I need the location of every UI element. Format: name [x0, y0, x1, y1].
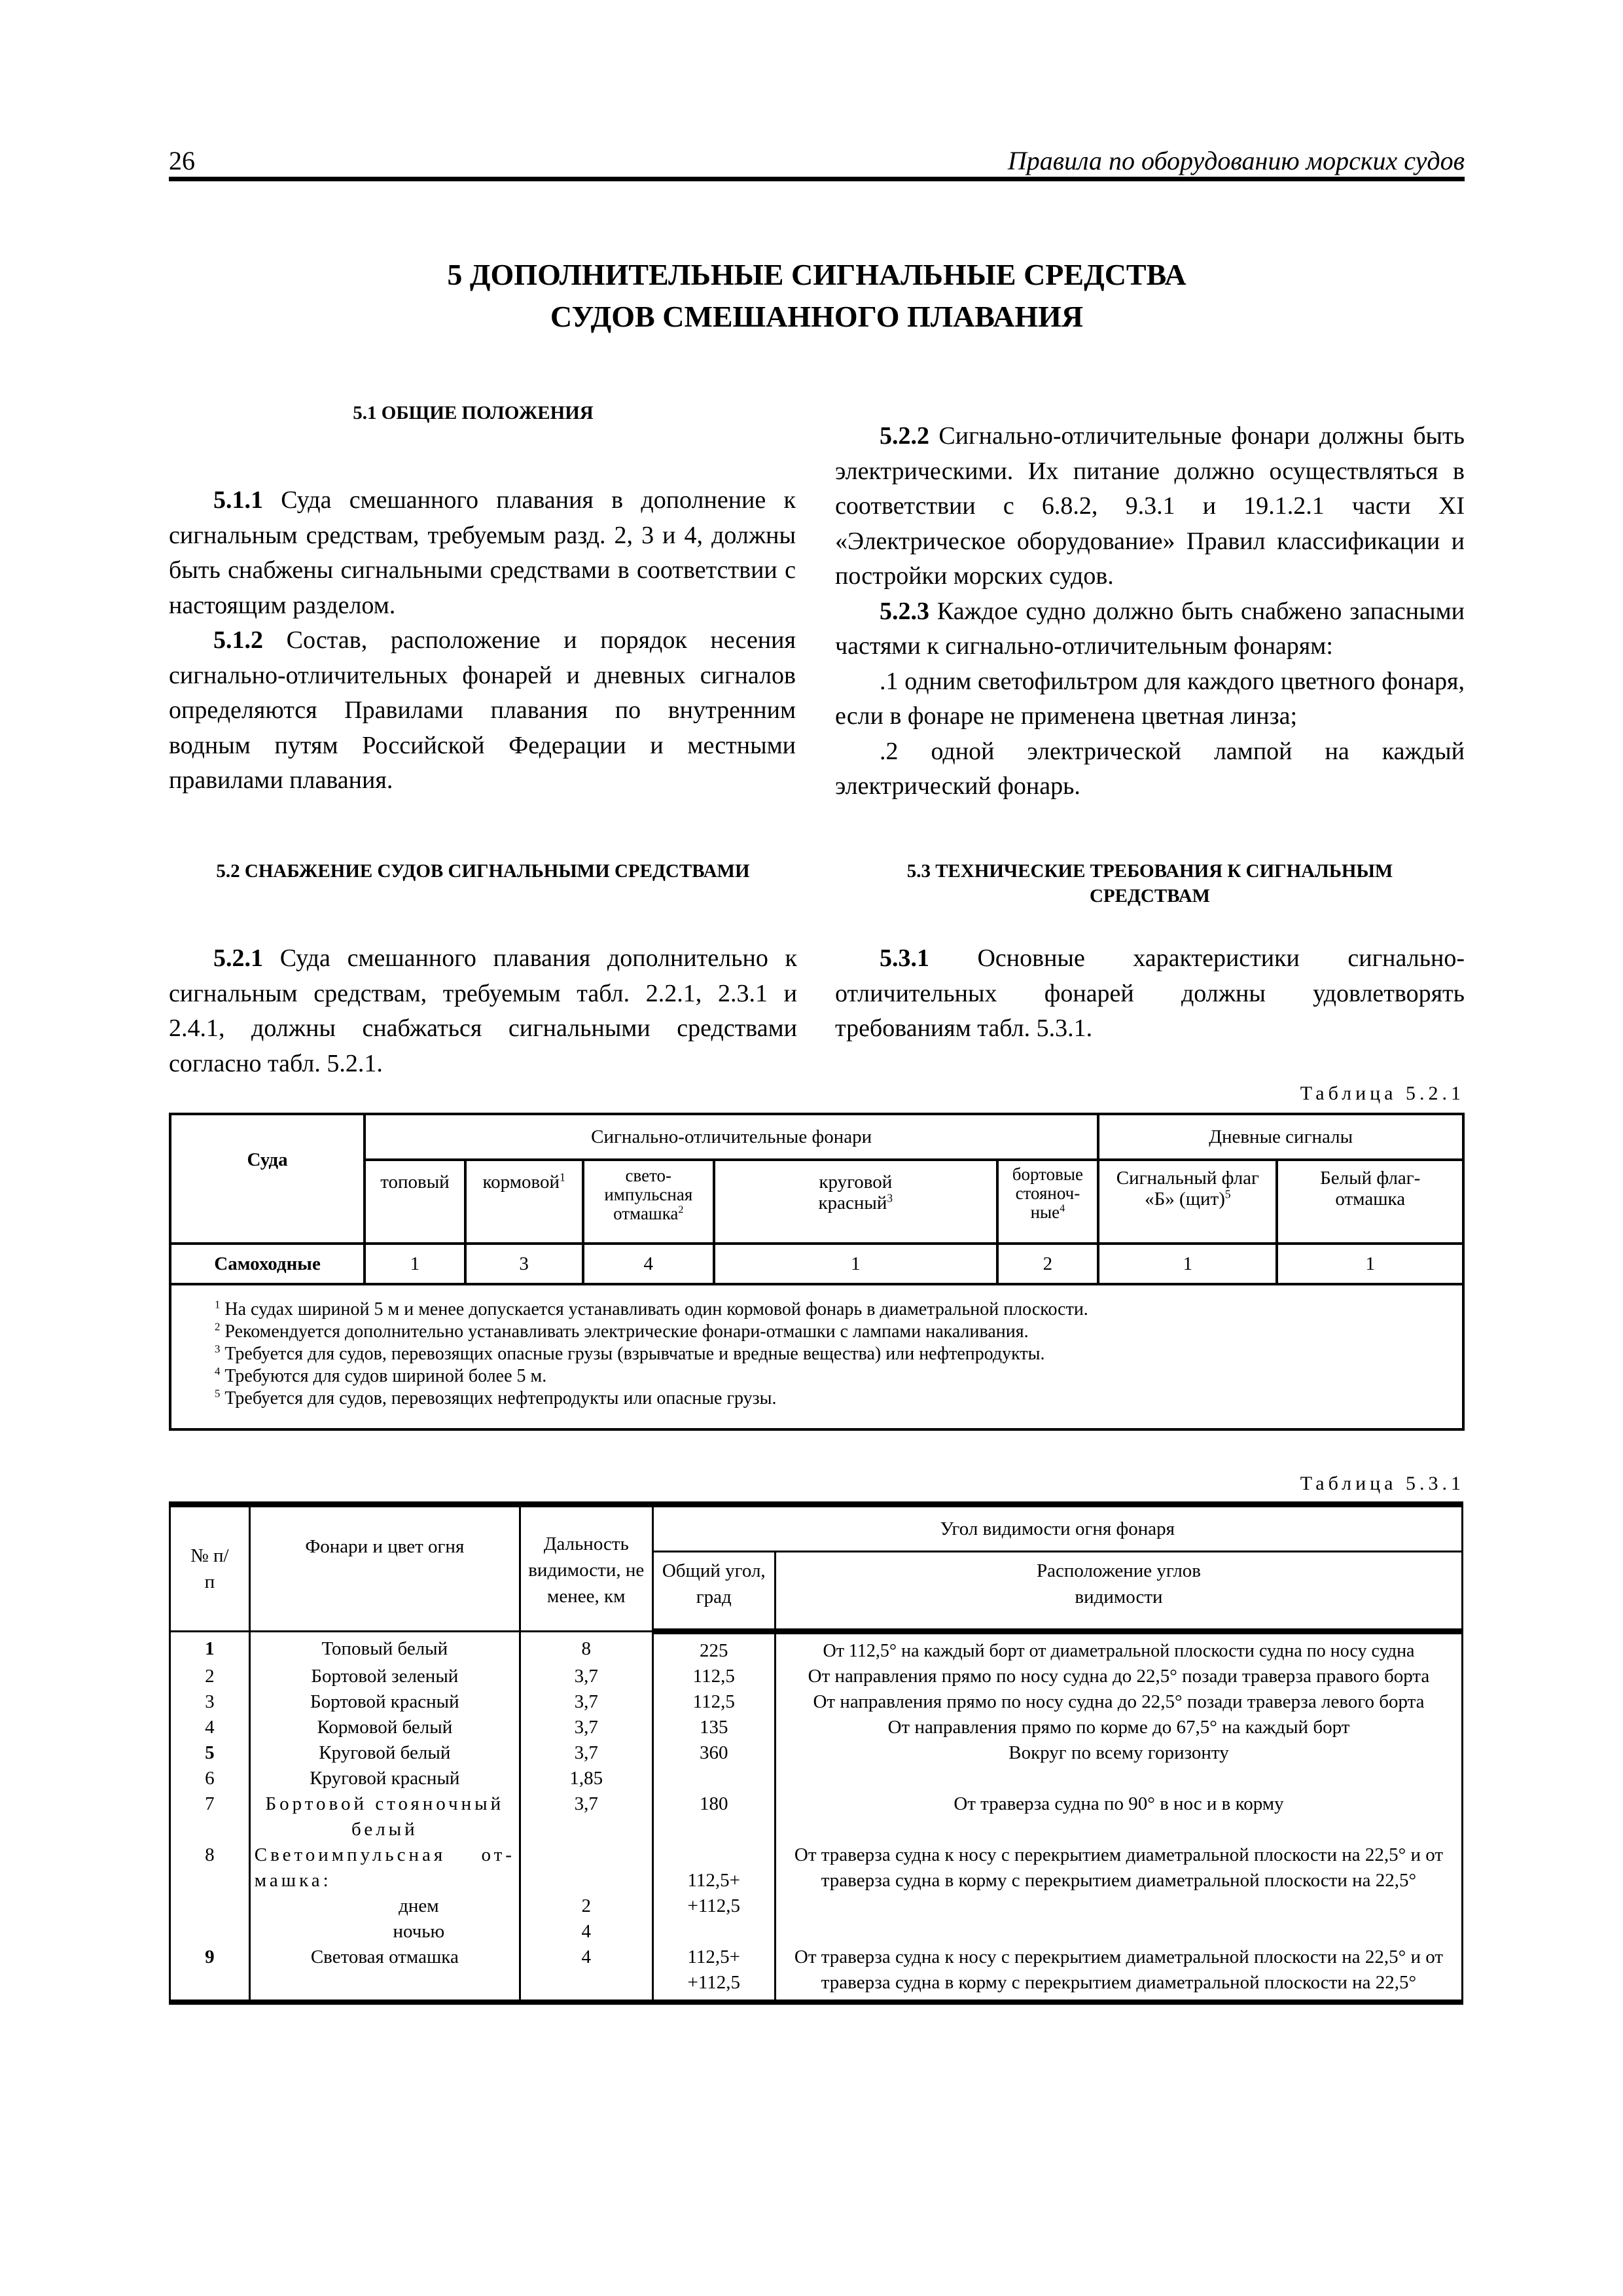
range-night: 4	[581, 1921, 591, 1942]
cell-sector: От направления прямо по носу судна до 22,5° позади траверза левого борта	[775, 1689, 1462, 1715]
header-range: Дальность видимости, не менее, км	[520, 1505, 652, 1632]
table-row	[170, 1766, 1463, 1791]
table-5-3-1-caption: Таблица 5.3.1	[1300, 1473, 1465, 1494]
cell-number: 8	[170, 1842, 250, 1945]
cell-value: 1	[1277, 1244, 1463, 1284]
cell-number: 9	[170, 1945, 250, 2002]
paragraph-text: Сигнально-отличительные фонари должны быть электрическими. Их питание должно осуществляться в соответствии с 6.8.2, 9.3.1 и 19.1.2.1 части XI «Электрическое оборудование» Правил классификации и постройки морских судов.	[835, 422, 1465, 590]
table-5-2-1-caption: Таблица 5.2.1	[1300, 1083, 1465, 1104]
cell-light: Топовый белый	[249, 1632, 520, 1664]
footnote-5	[215, 1388, 1462, 1410]
cell-number: 1	[170, 1632, 250, 1664]
cell-number: 6	[170, 1766, 250, 1791]
col-label: Сигнальный флаг «Б» (щит)	[1116, 1168, 1259, 1210]
footnote-ref: 4	[1060, 1202, 1065, 1214]
footnote-3	[215, 1343, 1462, 1365]
header-col-allround-red	[714, 1160, 997, 1244]
footnote-number: 5	[215, 1387, 221, 1400]
header-col-anchor-side	[997, 1160, 1099, 1244]
table-row	[170, 1945, 1463, 2002]
paragraph-text: Суда смешанного плавания дополнительно к сигнальным средствам, требуемым табл. 2.2.1, 2.3.1 и 2.4.1, должны снабжаться сигнальными средствами согласно табл. 5.2.1.	[169, 944, 797, 1077]
cell-sector: От траверза судна к носу с перекрытием диаметральной плоскости на 22,5° и от траверза судна в корму с перекрытием диаметральной плоскости на 22,5°	[775, 1945, 1462, 2002]
col-label: Белый флаг-отмашка	[1320, 1168, 1421, 1210]
cell-sector: От траверза судна по 90° в нос и в корму	[775, 1791, 1462, 1842]
table-row	[170, 1740, 1463, 1766]
paragraph-5-2-2	[835, 419, 1465, 594]
col-label: топовый	[380, 1172, 450, 1193]
header-col-stern	[465, 1160, 583, 1244]
cell-light: Круговой белый	[249, 1740, 520, 1766]
table-row	[170, 1791, 1463, 1842]
header-light: Фонари и цвет огня	[249, 1505, 520, 1632]
cell-range: 3,7	[520, 1715, 652, 1740]
col-label: кормовой	[482, 1172, 560, 1193]
footnote-number: 3	[215, 1342, 221, 1355]
header-group-day-signals: Дневные сигналы	[1098, 1114, 1463, 1160]
cell-range: 4	[520, 1945, 652, 2002]
col-label: круговой красный	[818, 1172, 893, 1213]
cell-sector: От траверза судна к носу с перекрытием диаметральной плоскости на 22,5° и от траверза судна в корму с перекрытием диаметральной плоскости на 22,5°	[775, 1842, 1462, 1945]
chapter-title-line1: 5 ДОПОЛНИТЕЛЬНЫЕ СИГНАЛЬНЫЕ СРЕДСТВА	[447, 258, 1186, 291]
cell-range	[520, 1842, 652, 1945]
paragraph-number: 5.2.3	[880, 597, 929, 625]
cell-angle: 112,5	[652, 1689, 775, 1715]
cell-light: Бортовой зеленый	[249, 1664, 520, 1689]
table-5-2-1	[169, 1113, 1465, 1431]
footnote-text: Требуется для судов, перевозящих нефтепродукты или опасные грузы.	[224, 1388, 777, 1408]
sub-label-night: ночью	[393, 1921, 445, 1942]
cell-angle: 180	[652, 1791, 775, 1842]
col-label: свето-импульсная отмашка	[604, 1166, 693, 1223]
paragraph-text: Каждое судно должно быть снабжено запасными частями к сигнально-отличительным фонарям:	[835, 597, 1465, 660]
footnote-number: 4	[215, 1365, 221, 1378]
header-number: № п/п	[170, 1505, 250, 1632]
cell-value: 2	[997, 1244, 1099, 1284]
table-row	[170, 1842, 1463, 1945]
cell-number: 2	[170, 1664, 250, 1689]
cell-range: 8	[520, 1632, 652, 1664]
header-total-angle: Общий угол, град	[652, 1552, 775, 1632]
cell-light: Бортовой стояночный белый	[249, 1791, 520, 1842]
section-5-2-continued	[835, 419, 1465, 804]
row-vessel-label: Самоходные	[170, 1244, 365, 1284]
table-row	[170, 1715, 1463, 1740]
cell-light: Круговой красный	[249, 1766, 520, 1791]
light-name: Светоимпульсная от-машка:	[254, 1844, 515, 1891]
cell-light: Световая отмашка	[249, 1945, 520, 2002]
angle-line1: 112,5+	[687, 1946, 741, 1967]
cell-number: 5	[170, 1740, 250, 1766]
paragraph-text: Состав, расположение и порядок несения сигнально-отличительных фонарей и дневных сигналов определяются Правилами плавания по внутренним водным путям Российской Федерации и местными правилами плавания.	[169, 626, 796, 794]
footnote-ref: 1	[560, 1170, 565, 1184]
angle-line2: +112,5	[687, 1972, 741, 1993]
section-5-3-heading-line2: СРЕДСТВАМ	[1089, 886, 1211, 906]
cell-sector	[775, 1766, 1462, 1791]
paragraph-5-2-1	[169, 941, 797, 1081]
footnote-ref: 3	[887, 1191, 893, 1205]
header-rule	[169, 177, 1465, 181]
cell-angle: 225	[652, 1632, 775, 1664]
footnote-text: Требуются для судов шириной более 5 м.	[224, 1366, 547, 1386]
paragraph-number: 5.2.1	[213, 944, 263, 972]
section-5-3-body	[835, 941, 1465, 1047]
angle-line1: 112,5+	[687, 1870, 741, 1891]
paragraph-5-1-2	[169, 623, 796, 798]
header-group-lights: Сигнально-отличительные фонари	[365, 1114, 1098, 1160]
table-row	[170, 1664, 1463, 1689]
header-sector: Расположение углов видимости	[775, 1552, 1462, 1632]
cell-angle: 112,5	[652, 1664, 775, 1689]
header-col-white-flag	[1277, 1160, 1463, 1244]
list-item-2: .2 одной электрической лампой на каждый электрический фонарь.	[835, 737, 1465, 800]
cell-sector: От 112,5° на каждый борт от диаметральной плоскости судна по носу судна	[775, 1632, 1462, 1664]
range-day: 2	[581, 1895, 591, 1916]
table-row	[170, 1632, 1463, 1664]
footnote-2	[215, 1321, 1462, 1343]
chapter-title-line2: СУДОВ СМЕШАННОГО ПЛАВАНИЯ	[550, 300, 1084, 333]
header-angle-group: Угол видимости огня фонаря	[652, 1505, 1462, 1552]
footnote-ref: 5	[1224, 1187, 1231, 1201]
section-5-2-heading: 5.2 СНАБЖЕНИЕ СУДОВ СИГНАЛЬНЫМИ СРЕДСТВАМИ	[216, 861, 750, 882]
footnote-text: Рекомендуется дополнительно устанавливать электрические фонари-отмашки с лампами накаливания.	[224, 1321, 1029, 1342]
col-label: бортовые стояноч-ные	[1012, 1164, 1083, 1222]
cell-value: 1	[714, 1244, 997, 1284]
footnote-4	[215, 1365, 1462, 1388]
header-col-flash	[583, 1160, 715, 1244]
cell-value: 4	[583, 1244, 715, 1284]
cell-angle: 360	[652, 1740, 775, 1766]
section-5-3-heading	[835, 859, 1465, 908]
cell-value: 1	[1098, 1244, 1277, 1284]
cell-light: Кормовой белый	[249, 1715, 520, 1740]
footnote-text: Требуется для судов, перевозящих опасные грузы (взрывчатые и вредные вещества) или нефтепродукты.	[224, 1344, 1045, 1364]
sub-label-day: днем	[399, 1895, 439, 1916]
section-5-1-heading: 5.1 ОБЩИЕ ПОЛОЖЕНИЯ	[353, 403, 594, 423]
footnote-number: 1	[215, 1298, 221, 1311]
chapter-title	[169, 254, 1465, 338]
section-5-2-body	[169, 941, 797, 1081]
cell-angle	[652, 1766, 775, 1791]
paragraph-number: 5.1.1	[213, 486, 263, 514]
header-col-masthead	[365, 1160, 465, 1244]
paragraph-number: 5.3.1	[880, 944, 929, 972]
cell-angle	[652, 1842, 775, 1945]
cell-value: 3	[465, 1244, 583, 1284]
cell-value: 1	[365, 1244, 465, 1284]
footnote-number: 2	[215, 1320, 221, 1333]
cell-light: Бортовой красный	[249, 1689, 520, 1715]
cell-number: 7	[170, 1791, 250, 1842]
cell-range: 3,7	[520, 1689, 652, 1715]
page-number: 26	[169, 146, 195, 175]
cell-range: 1,85	[520, 1766, 652, 1791]
list-item-1: .1 одним светофильтром для каждого цветного фонаря, если в фонаре не применена цветная линза;	[835, 667, 1465, 730]
header-col-flag-b	[1098, 1160, 1277, 1244]
paragraph-number: 5.2.2	[880, 422, 929, 450]
cell-angle: 135	[652, 1715, 775, 1740]
paragraph-text: Основные характеристики сигнально-отличительных фонарей должны удовлетворять требованиям табл. 5.3.1.	[835, 944, 1465, 1042]
paragraph-5-2-3	[835, 594, 1465, 664]
angle-line2: +112,5	[687, 1895, 741, 1916]
cell-range: 3,7	[520, 1740, 652, 1766]
footnote-1	[215, 1299, 1462, 1321]
cell-sector: От направления прямо по носу судна до 22,5° позади траверза правого борта	[775, 1664, 1462, 1689]
cell-range: 3,7	[520, 1664, 652, 1689]
table-row	[170, 1689, 1463, 1715]
section-5-3-heading-line1: 5.3 ТЕХНИЧЕСКИЕ ТРЕБОВАНИЯ К СИГНАЛЬНЫМ	[906, 861, 1393, 882]
paragraph-text: Суда смешанного плавания в дополнение к сигнальным средствам, требуемым разд. 2, 3 и 4, должны быть снабжены сигнальными средствами в соответствии с настоящим разделом.	[169, 486, 796, 619]
cell-light	[249, 1842, 520, 1945]
section-5-1-body	[169, 483, 796, 798]
footnote-ref: 2	[678, 1204, 684, 1215]
table-5-3-1	[169, 1501, 1463, 2005]
cell-number: 3	[170, 1689, 250, 1715]
footnote-text: На судах шириной 5 м и менее допускается устанавливать один кормовой фонарь в диаметральной плоскости.	[224, 1299, 1088, 1319]
paragraph-5-3-1	[835, 941, 1465, 1047]
running-title: Правила по оборудованию морских судов	[1007, 146, 1465, 175]
table-footnotes	[170, 1284, 1463, 1429]
cell-sector: Вокруг по всему горизонту	[775, 1740, 1462, 1766]
paragraph-5-1-1	[169, 483, 796, 623]
paragraph-number: 5.1.2	[213, 626, 263, 654]
header-vessels: Суда	[170, 1114, 365, 1244]
cell-range: 3,7	[520, 1791, 652, 1842]
cell-sector: От направления прямо по корме до 67,5° на каждый борт	[775, 1715, 1462, 1740]
cell-number: 4	[170, 1715, 250, 1740]
cell-angle	[652, 1945, 775, 2002]
table-row	[170, 1244, 1463, 1284]
page-header	[169, 145, 1465, 178]
